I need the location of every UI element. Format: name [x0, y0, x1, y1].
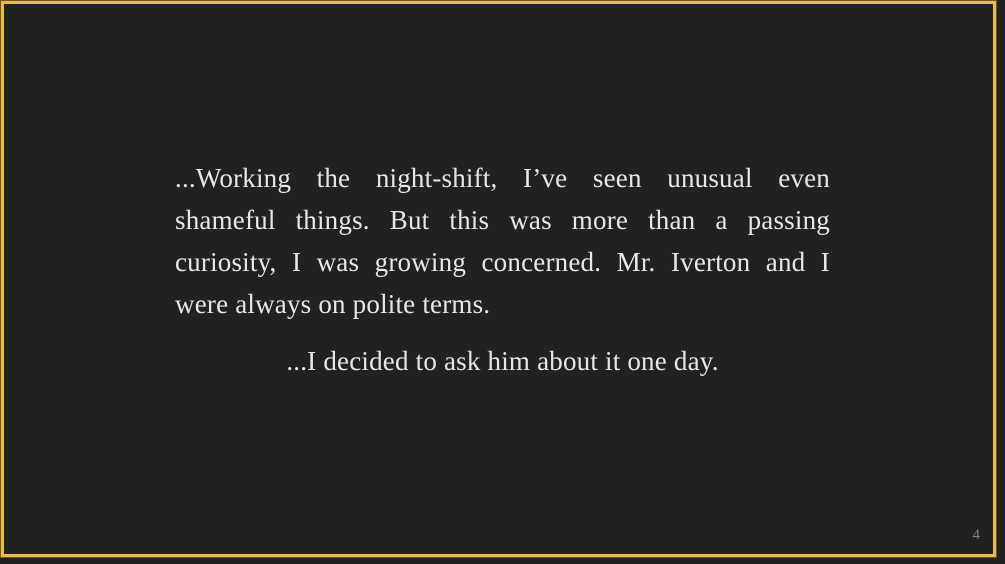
narration-paragraph	[175, 157, 830, 325]
text-line: shameful things. But this was more than a passing	[175, 205, 830, 235]
text-line: were always on polite terms.	[175, 289, 491, 319]
text-line: ...Working the night-shift, I’ve seen unusual even	[175, 163, 830, 193]
text-line: curiosity, I was growing concerned. Mr. Iverton and I	[175, 247, 830, 277]
narration-text	[175, 157, 830, 382]
narration-paragraph-centered: ...I decided to ask him about it one day.	[286, 346, 719, 376]
page-number: 4	[972, 527, 980, 543]
